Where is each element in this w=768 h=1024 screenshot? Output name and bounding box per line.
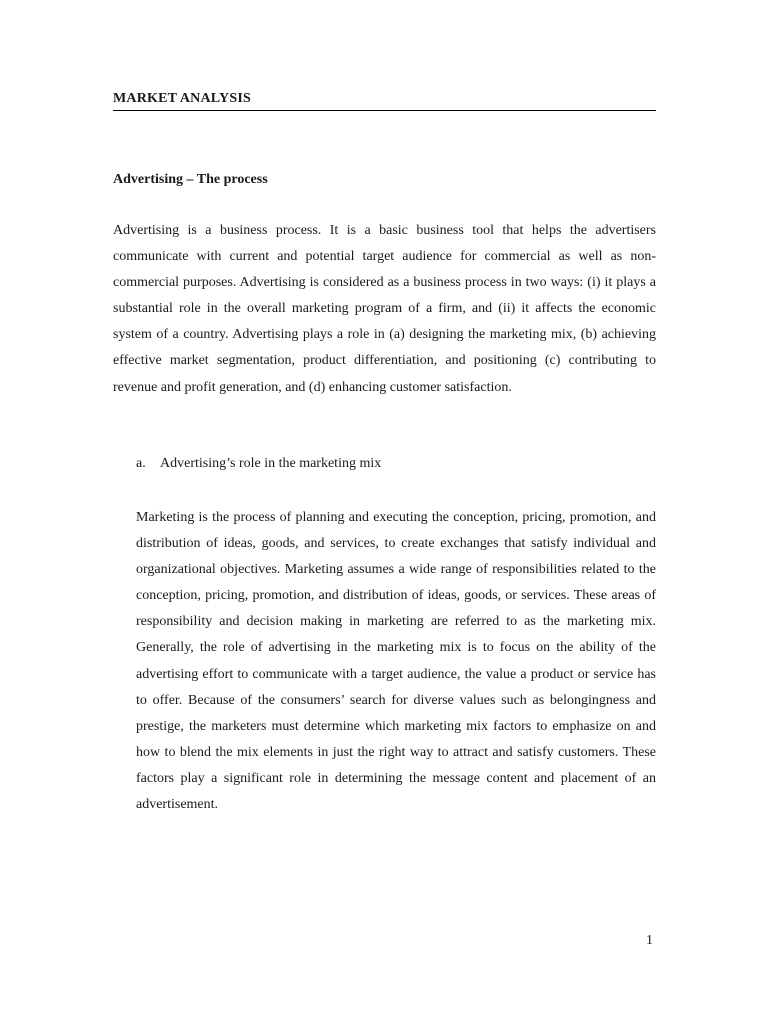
subsection-heading: Advertising’s role in the marketing mix: [160, 456, 382, 471]
document-header-title: MARKET ANALYSIS: [113, 91, 251, 106]
subsection-paragraph: Marketing is the process of planning and executing the conception, pricing, promotion, and distribution of ideas, goods, and services, to create exchanges that satisfy individual and organizational objectives. Marketing assumes a wide range of responsibilities related to the conception, pricing, promotion, and distribution of ideas, goods, or services. These areas of responsibility and decision making in marketing are referred to as the marketing mix. Generally, the role of advertising in the marketing mix is to focus on the ability of the advertising effort to communicate with a target audience, the value a product or service has to offer. Because of the consumers’ search for diverse values such as belongingness and prestige, the marketers must determine which marketing mix factors to emphasize on and how to blend the mix elements in just the right way to attract and satisfy customers. These factors play a significant role in determining the message content and placement of an advertisement.: [136, 510, 656, 813]
intro-paragraph: Advertising is a business process. It is a basic business tool that helps the advertisers communicate with current and potential target audience for commercial as well as non-commercial purposes. Advertising is considered as a business process in two ways: (i) it plays a substantial role in the overall marketing program of a firm, and (ii) it affects the economic system of a country. Advertising plays a role in (a) designing the marketing mix, (b) achieving effective market segmentation, product differentiation, and positioning (c) contributing to revenue and profit generation, and (d) enhancing customer satisfaction.: [113, 223, 656, 395]
document-header: [113, 90, 656, 111]
page-number: 1: [646, 933, 653, 948]
subsection-heading-row: [136, 455, 381, 473]
section-heading: Advertising – The process: [113, 172, 268, 187]
list-marker: a.: [136, 456, 146, 471]
